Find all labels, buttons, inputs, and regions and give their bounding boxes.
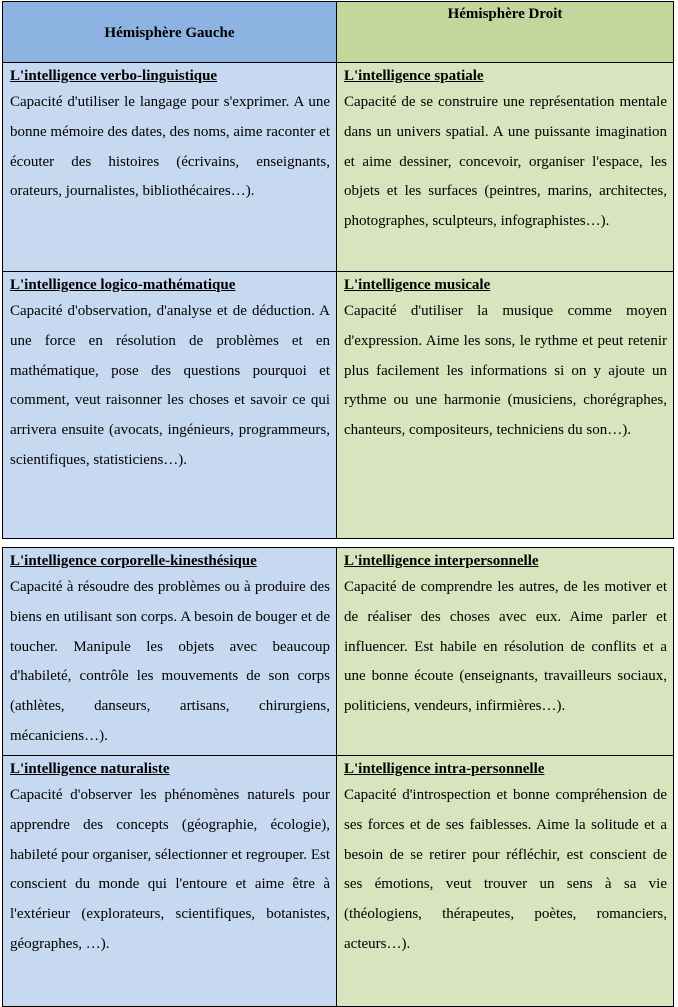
header-row [3, 2, 674, 63]
table-row [3, 272, 674, 539]
cell-corporelle-kinesthesique [3, 548, 337, 756]
cell-title: L'intelligence logico-mathématique [10, 277, 236, 293]
cell-description: Capacité d'utiliser le langage pour s'exprimer. A une bonne mémoire des dates, des noms, aime raconter et écouter des histoires (écrivains, enseignants, orateurs, journalistes, bibliothécaires…). [10, 94, 330, 200]
cell-title: L'intelligence corporelle-kinesthésique [10, 553, 257, 569]
table-row [3, 548, 674, 756]
cell-logico-mathematique [3, 272, 337, 539]
cell-description: Capacité d'observer les phénomènes naturels pour apprendre des concepts (géographie, écologie), habileté pour organiser, sélectionner et regrouper. Est conscient du monde qui l'entoure et aime être à l'extérieur (explorateurs, scientifiques, botanistes, géographes, …). [10, 787, 330, 952]
cell-title: L'intelligence musicale [344, 277, 491, 293]
cell-description: Capacité à résoudre des problèmes ou à produire des biens en utilisant son corps. A besoin de bouger et de toucher. Manipule les objets avec beaucoup d'habileté, contrôle les mouvements de son corps (athlètes, danseurs, artisans, chirurgiens, mécaniciens…). [10, 579, 330, 744]
cell-description: Capacité de comprendre les autres, de les motiver et de réaliser des choses avec eux. Aime parler et influencer. Est habile en résolution de conflits et a une bonne écoute (enseignants, travailleurs sociaux, politiciens, vendeurs, infirmières…). [344, 579, 667, 715]
cell-title: L'intelligence intra-personnelle [344, 761, 545, 777]
cell-interpersonnelle [337, 548, 674, 756]
cell-title: L'intelligence interpersonnelle [344, 553, 539, 569]
cell-verbo-linguistique [3, 63, 337, 272]
cell-intra-personnelle [337, 756, 674, 1007]
header-right-label: Hémisphère Droit [447, 6, 563, 22]
cell-musicale [337, 272, 674, 539]
cell-description: Capacité d'introspection et bonne compréhension de ses forces et de ses faiblesses. Aime la solitude et a besoin de se retirer pour réfléchir, est conscient de ses émotions, veut trouver un sens à sa vie (théologiens, thérapeutes, poètes, romanciers, acteurs…). [344, 787, 667, 952]
cell-title: L'intelligence verbo-linguistique [10, 68, 218, 84]
header-left-hemisphere [3, 2, 337, 63]
intelligences-table-part-1 [2, 1, 674, 539]
cell-description: Capacité d'observation, d'analyse et de déduction. A une force en résolution de problèmes et en mathématique, pose des questions pourquoi et comment, veut raisonner les choses et savoir ce qui arrivera ensuite (avocats, ingénieurs, programmeurs, scientifiques, statisticiens…). [10, 303, 330, 468]
cell-title: L'intelligence spatiale [344, 68, 484, 84]
cell-naturaliste [3, 756, 337, 1007]
cell-description: Capacité d'utiliser la musique comme moyen d'expression. Aime les sons, le rythme et peut retenir plus facilement les informations si on y ajoute un rythme ou une harmonie (musiciens, chorégraphes, chanteurs, compositeurs, techniciens du son…). [344, 303, 667, 439]
table-row [3, 756, 674, 1007]
header-left-label: Hémisphère Gauche [104, 24, 235, 41]
cell-title: L'intelligence naturaliste [10, 761, 170, 777]
table-row [3, 63, 674, 272]
header-right-hemisphere [337, 2, 674, 63]
cell-spatiale [337, 63, 674, 272]
intelligences-table-part-2 [2, 547, 674, 1007]
cell-description: Capacité de se construire une représentation mentale dans un univers spatial. A une puissante imagination et aime dessiner, concevoir, organiser l'espace, les objets et les surfaces (peintres, marins, architectes, photographes, sculpteurs, infographistes…). [344, 94, 667, 230]
